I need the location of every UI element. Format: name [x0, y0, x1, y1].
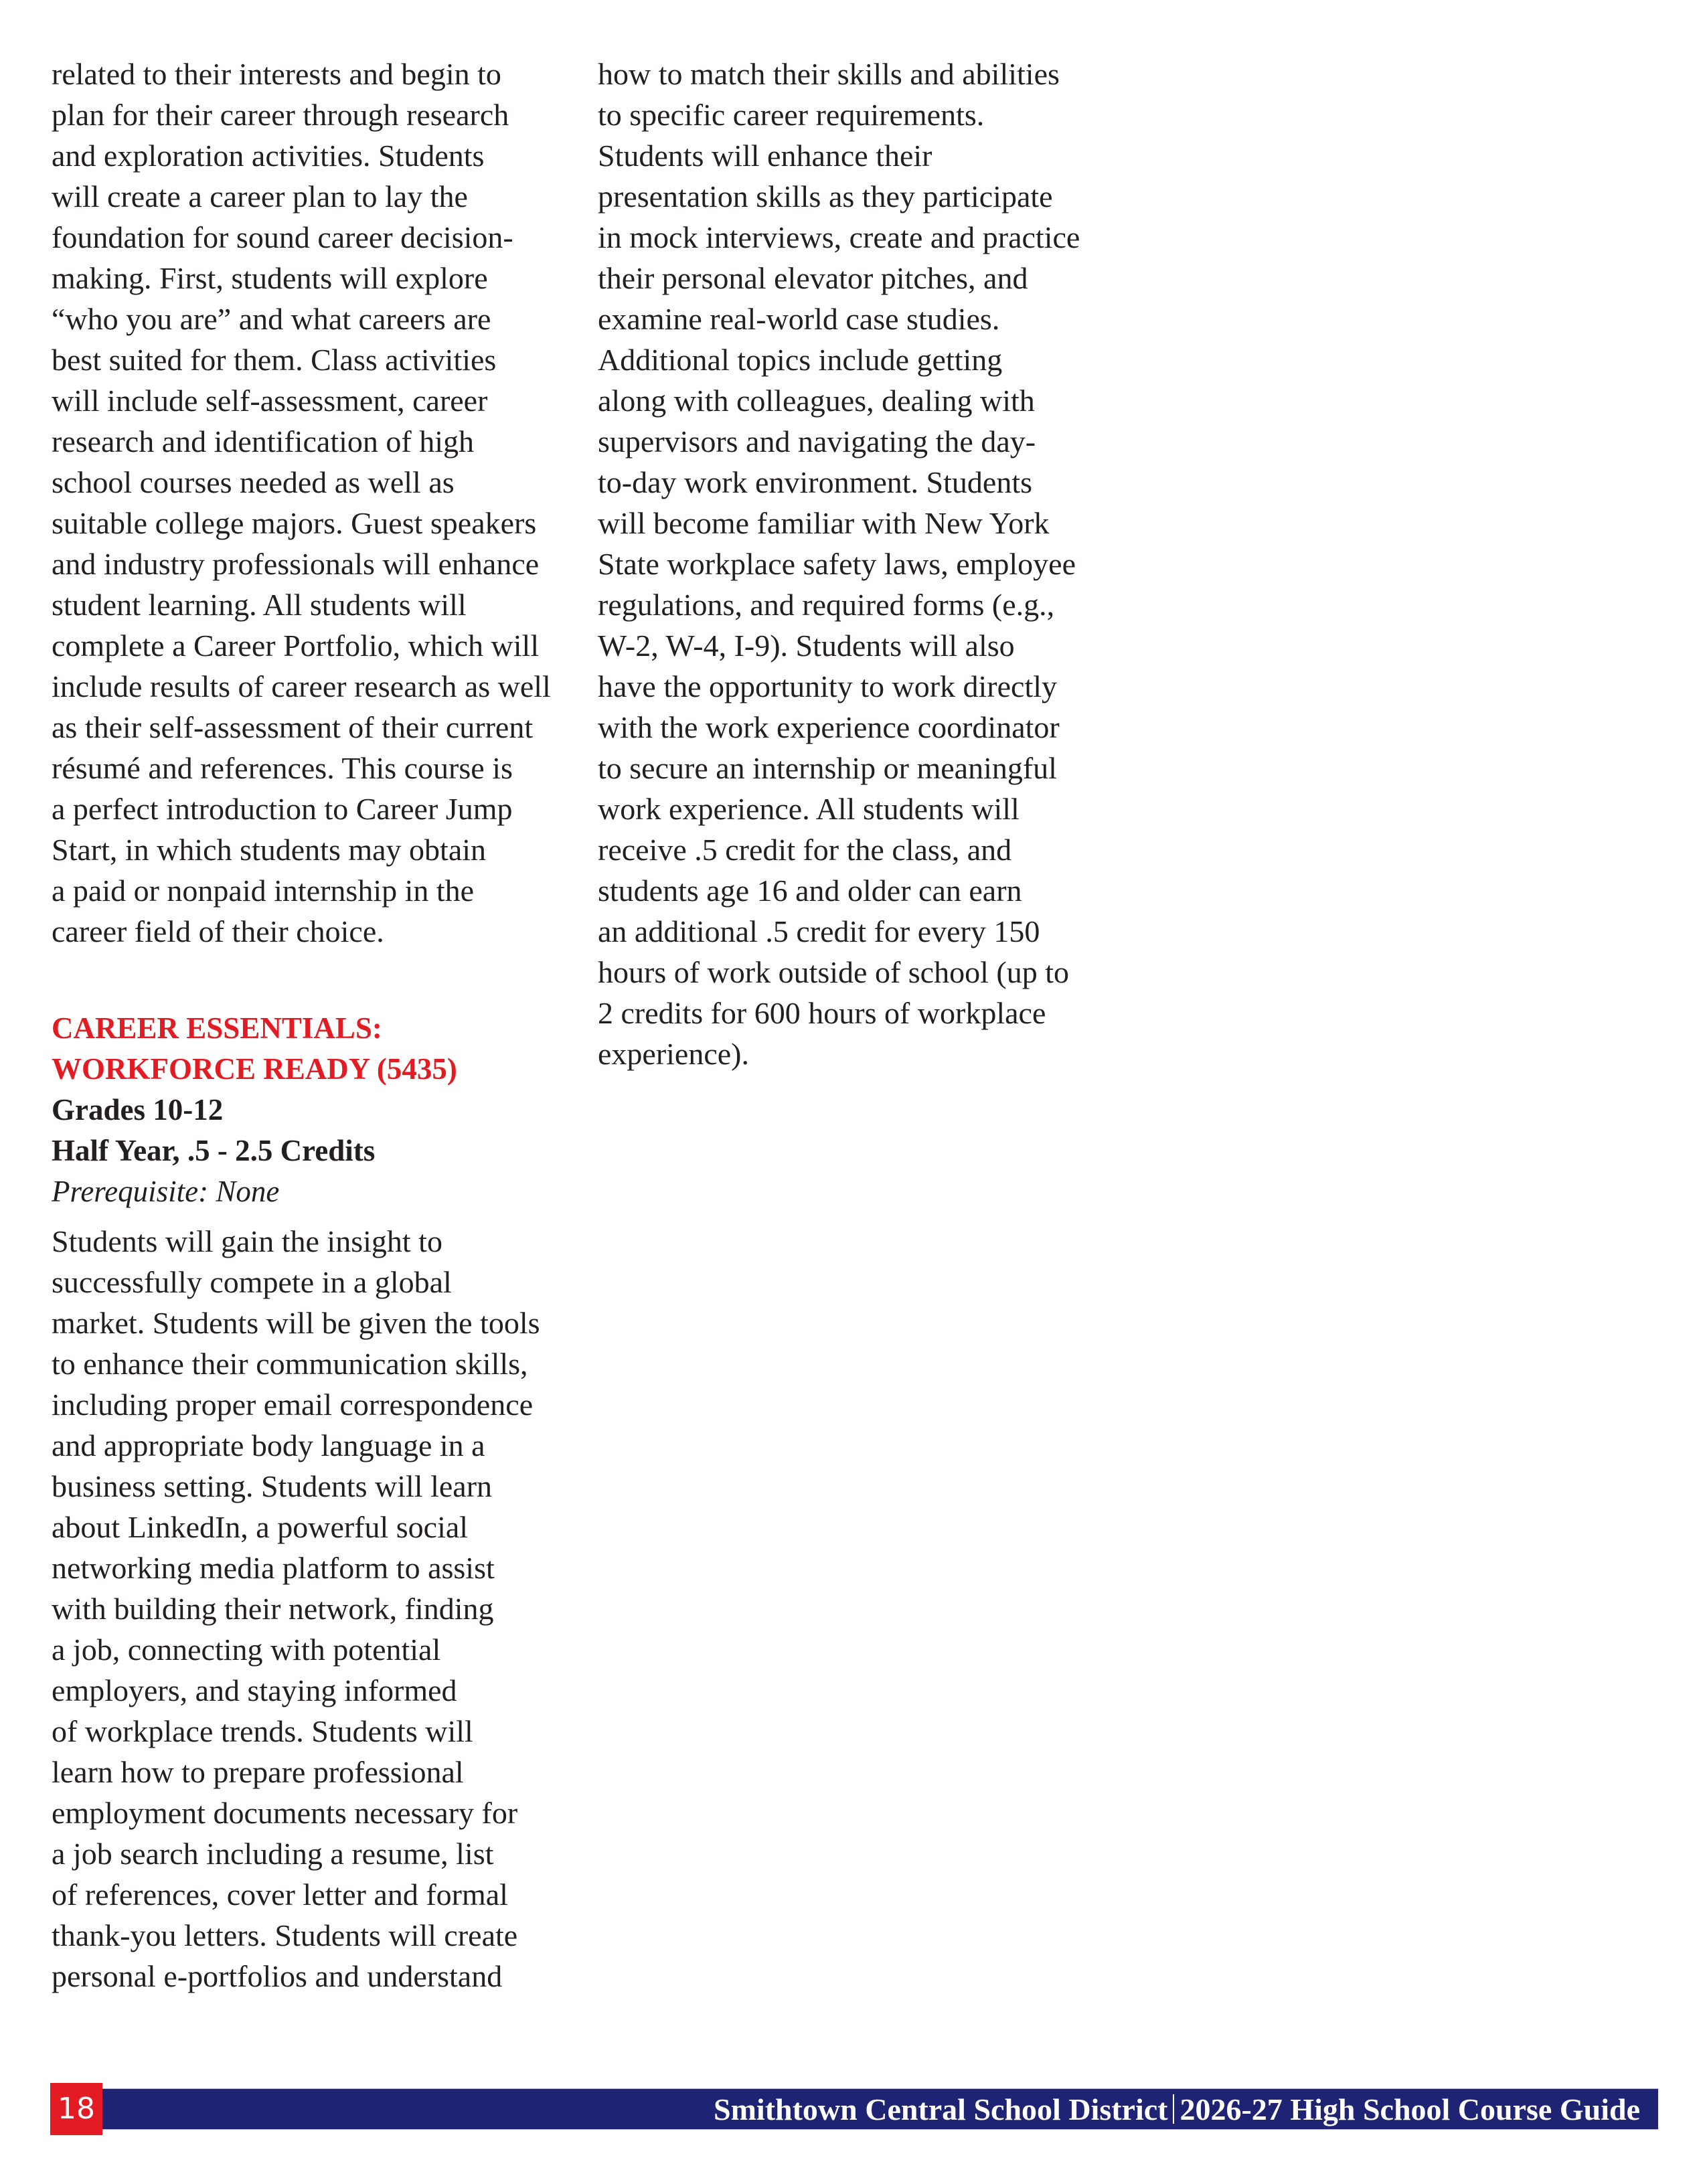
course-prerequisite: Prerequisite: None [52, 1175, 280, 1208]
course-credits: Half Year, .5 - 2.5 Credits [52, 1134, 376, 1167]
text-line: employers, and staying informed [52, 1673, 457, 1707]
text-line: presentation skills as they participate [598, 179, 1053, 214]
left-column [52, 54, 580, 1997]
text-line: will create a career plan to lay the [52, 179, 468, 214]
text-line: along with colleagues, dealing with [598, 384, 1035, 418]
meta-gap [52, 1212, 580, 1221]
text-line: thank-you letters. Students will create [52, 1918, 518, 1952]
text-line: have the opportunity to work directly [598, 669, 1058, 703]
course-block [52, 1008, 580, 1997]
course-title-line-1: CAREER ESSENTIALS: [52, 1011, 382, 1045]
text-line: career field of their choice. [52, 914, 384, 948]
text-line: of references, cover letter and formal [52, 1877, 508, 1912]
text-line: complete a Career Portfolio, which will [52, 628, 540, 663]
text-line: networking media platform to assist [52, 1551, 495, 1585]
text-line: a paid or nonpaid internship in the [52, 873, 475, 908]
text-line: about LinkedIn, a powerful social [52, 1510, 469, 1544]
text-line: to secure an internship or meaningful [598, 751, 1057, 785]
text-line: business setting. Students will learn [52, 1469, 493, 1503]
text-line: employment documents necessary for [52, 1796, 518, 1830]
text-line: Students will enhance their [598, 139, 932, 173]
text-line: making. First, students will explore [52, 261, 488, 295]
text-line: related to their interests and begin to [52, 57, 501, 91]
text-line: an additional .5 credit for every 150 [598, 914, 1040, 948]
continued-description [598, 54, 1127, 1074]
text-line: receive .5 credit for the class, and [598, 833, 1012, 867]
text-line: student learning. All students will [52, 588, 467, 622]
text-line: include results of career research as well [52, 669, 551, 703]
text-line: a job, connecting with potential [52, 1632, 441, 1667]
text-line: W-2, W-4, I-9). Students will also [598, 628, 1015, 663]
text-line: suitable college majors. Guest speakers [52, 506, 537, 540]
footer-text [714, 2089, 1640, 2129]
text-line: personal e-portfolios and understand [52, 1959, 503, 1993]
text-line: with building their network, finding [52, 1592, 494, 1626]
text-line: and appropriate body language in a [52, 1428, 485, 1462]
text-line: including proper email correspondence [52, 1388, 534, 1422]
text-line: to specific career requirements. [598, 98, 985, 132]
text-line: will become familiar with New York [598, 506, 1050, 540]
intro-paragraph [52, 54, 580, 952]
footer-bar [102, 2088, 1658, 2130]
text-line: learn how to prepare professional [52, 1755, 464, 1789]
text-line: Start, in which students may obtain [52, 833, 487, 867]
text-line: in mock interviews, create and practice [598, 220, 1080, 254]
text-line: Additional topics include getting [598, 343, 1003, 377]
text-line: experience). [598, 1037, 750, 1071]
text-line: school courses needed as well as [52, 465, 455, 499]
text-line: successfully compete in a global [52, 1265, 452, 1299]
text-line: students age 16 and older can earn [598, 873, 1022, 908]
text-line: hours of work outside of school (up to [598, 955, 1069, 989]
text-line: how to match their skills and abilities [598, 57, 1060, 91]
text-line: State workplace safety laws, employee [598, 547, 1076, 581]
text-line: supervisors and navigating the day- [598, 424, 1036, 458]
text-line: a job search including a resume, list [52, 1837, 494, 1871]
footer-separator [1173, 2094, 1174, 2124]
text-line: foundation for sound career decision- [52, 220, 513, 254]
course-grades: Grades 10-12 [52, 1093, 224, 1126]
text-line: and exploration activities. Students [52, 139, 485, 173]
right-column [598, 54, 1127, 1074]
text-line: plan for their career through research [52, 98, 509, 132]
text-line: regulations, and required forms (e.g., [598, 588, 1055, 622]
text-line: a perfect introduction to Career Jump [52, 792, 513, 826]
text-line: 2 credits for 600 hours of workplace [598, 996, 1046, 1030]
text-line: Students will gain the insight to [52, 1224, 442, 1258]
course-title-line-2: WORKFORCE READY (5435) [52, 1052, 457, 1086]
text-line: their personal elevator pitches, and [598, 261, 1028, 295]
text-line: research and identification of high [52, 424, 474, 458]
text-line: work experience. All students will [598, 792, 1020, 826]
page-number: 18 [50, 2083, 102, 2135]
footer-district: Smithtown Central School District [714, 2092, 1168, 2126]
footer-guide-title: 2026-27 High School Course Guide [1180, 2092, 1640, 2126]
course-description [52, 1221, 580, 1997]
text-line: will include self-assessment, career [52, 384, 488, 418]
text-line: as their self-assessment of their current [52, 710, 534, 744]
text-line: and industry professionals will enhance [52, 547, 540, 581]
text-line: examine real-world case studies. [598, 302, 1000, 336]
text-line: to-day work environment. Students [598, 465, 1033, 499]
text-line: market. Students will be given the tools [52, 1306, 540, 1340]
section-gap [52, 952, 580, 1008]
text-line: “who you are” and what careers are [52, 302, 491, 336]
text-line: of workplace trends. Students will [52, 1714, 473, 1748]
text-line: to enhance their communication skills, [52, 1347, 528, 1381]
text-line: résumé and references. This course is [52, 751, 513, 785]
text-line: with the work experience coordinator [598, 710, 1060, 744]
text-line: best suited for them. Class activities [52, 343, 497, 377]
